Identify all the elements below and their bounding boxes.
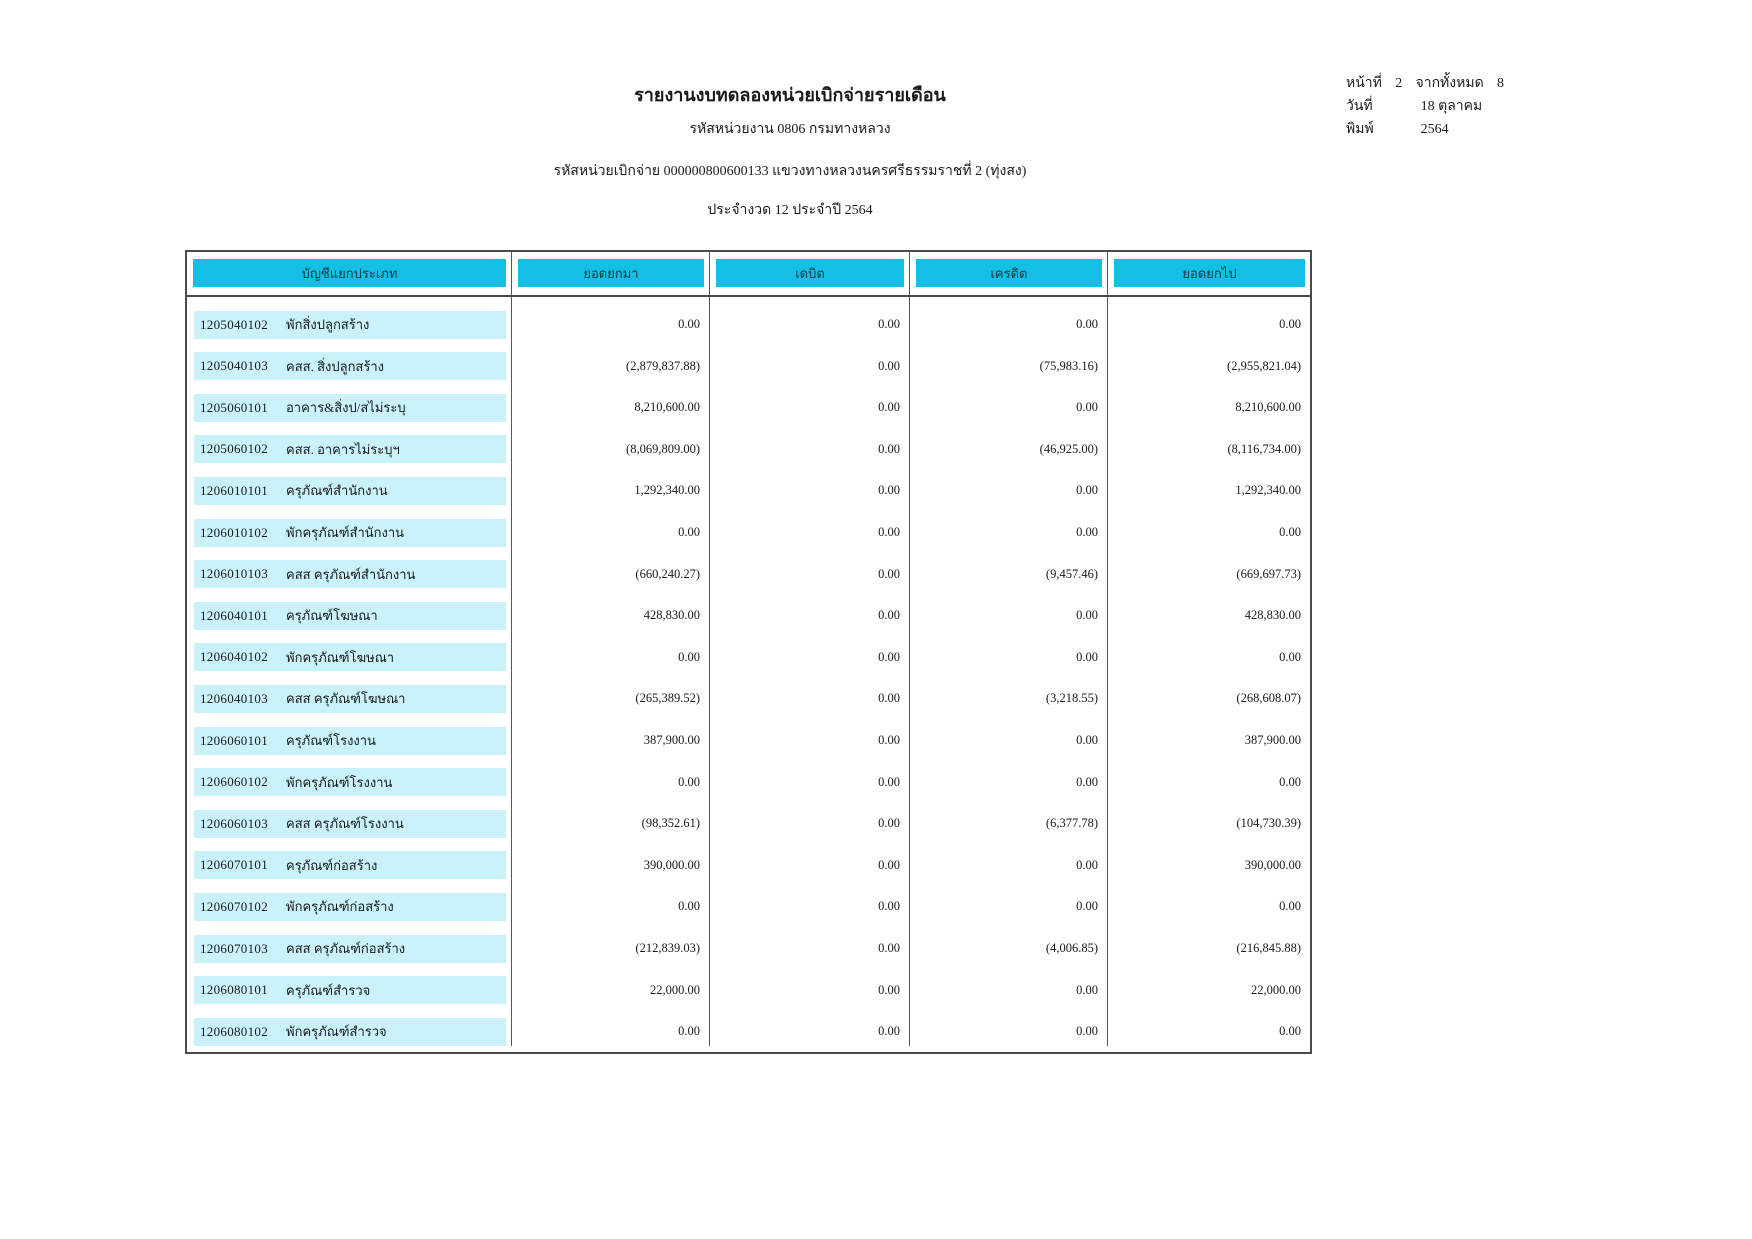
table-row xyxy=(187,796,1310,838)
cell-carry-out: 1,292,340.00 xyxy=(1235,483,1301,498)
debit-cell xyxy=(710,921,910,963)
cell-credit: (75,983.16) xyxy=(1039,358,1098,373)
table-row xyxy=(187,963,1310,1005)
account-highlight xyxy=(194,810,506,838)
account-highlight xyxy=(194,519,506,547)
carry-out-cell xyxy=(1108,713,1310,755)
column-header-debit: เดบิต xyxy=(716,259,904,287)
debit-cell xyxy=(710,297,910,339)
account-code: 1206070102 xyxy=(200,898,268,914)
table-row xyxy=(187,1004,1310,1046)
column-header-credit: เครดิต xyxy=(916,259,1102,287)
account-code: 1206080102 xyxy=(200,1023,268,1039)
account-cell xyxy=(187,838,512,880)
account-highlight xyxy=(194,311,506,339)
account-cell xyxy=(187,422,512,464)
account-name: พักสิ่งปลูกสร้าง xyxy=(286,317,370,333)
carry-out-cell xyxy=(1108,588,1310,630)
account-highlight xyxy=(194,602,506,630)
trial-balance-table xyxy=(185,250,1312,1054)
account-cell xyxy=(187,921,512,963)
column-header-carry-forward: ยอดยกมา xyxy=(518,259,704,287)
cell-debit: 0.00 xyxy=(878,358,900,373)
table-row xyxy=(187,339,1310,381)
credit-cell xyxy=(910,671,1108,713)
credit-cell xyxy=(910,630,1108,672)
account-code: 1206040101 xyxy=(200,607,268,623)
account-name: อาคาร&สิ่งป/สไม่ระบุ xyxy=(286,400,406,416)
cell-credit: 0.00 xyxy=(1076,317,1098,332)
debit-cell xyxy=(710,422,910,464)
column-header-cell xyxy=(512,252,710,295)
carry-out-cell xyxy=(1108,796,1310,838)
debit-cell xyxy=(710,963,910,1005)
cell-carry-out: (268,608.07) xyxy=(1236,691,1301,706)
cell-carry-forward: (212,839.03) xyxy=(635,941,700,955)
account-highlight xyxy=(194,893,506,921)
cell-debit: 0.00 xyxy=(878,317,900,332)
debit-cell xyxy=(710,671,910,713)
carry-out-cell xyxy=(1108,463,1310,505)
account-cell xyxy=(187,879,512,921)
cell-debit: 0.00 xyxy=(878,1024,900,1039)
account-code: 1206060102 xyxy=(200,774,268,790)
credit-cell xyxy=(910,547,1108,589)
credit-cell xyxy=(910,380,1108,422)
cell-credit: 0.00 xyxy=(1076,1024,1098,1039)
account-name: พักครุภัณฑ์โรงงาน xyxy=(286,774,393,790)
carry-out-cell xyxy=(1108,921,1310,963)
cell-debit: 0.00 xyxy=(878,899,900,914)
debit-cell xyxy=(710,838,910,880)
account-highlight xyxy=(194,685,506,713)
debit-cell xyxy=(710,755,910,797)
credit-cell xyxy=(910,755,1108,797)
account-cell xyxy=(187,588,512,630)
credit-cell xyxy=(910,963,1108,1005)
carry-out-cell xyxy=(1108,422,1310,464)
cell-carry-forward: (98,352.61) xyxy=(641,816,700,831)
table-header-row xyxy=(187,252,1310,297)
total-pages-value: 8 xyxy=(1496,76,1504,91)
cell-carry-forward: (8,069,809.00) xyxy=(626,441,700,456)
cell-carry-out: 390,000.00 xyxy=(1244,857,1301,872)
carry-forward-cell xyxy=(512,921,710,963)
table-row xyxy=(187,505,1310,547)
account-name: ครุภัณฑ์สำรวจ xyxy=(286,982,371,998)
account-name: คสส. อาคารไม่ระบุฯ xyxy=(286,441,400,457)
cell-carry-forward: 0.00 xyxy=(678,899,700,914)
account-code: 1206040103 xyxy=(200,690,268,706)
account-cell xyxy=(187,505,512,547)
credit-cell xyxy=(910,921,1108,963)
cell-carry-out: (669,697.73) xyxy=(1236,566,1301,581)
carry-out-cell xyxy=(1108,297,1310,339)
column-header-cell xyxy=(910,252,1108,295)
debit-cell xyxy=(710,1004,910,1046)
table-row xyxy=(187,879,1310,921)
cell-credit: 0.00 xyxy=(1076,733,1098,748)
cell-carry-out: 0.00 xyxy=(1279,525,1301,540)
column-header-account: บัญชีแยกประเภท xyxy=(193,259,506,287)
cell-credit: 0.00 xyxy=(1076,649,1098,664)
cell-carry-forward: 1,292,340.00 xyxy=(634,483,700,498)
credit-cell xyxy=(910,505,1108,547)
cell-carry-forward: 387,900.00 xyxy=(643,733,700,748)
account-code: 1206040102 xyxy=(200,649,268,665)
report-header xyxy=(0,80,1580,221)
carry-forward-cell xyxy=(512,588,710,630)
cell-debit: 0.00 xyxy=(878,649,900,664)
carry-forward-cell xyxy=(512,879,710,921)
carry-out-cell xyxy=(1108,505,1310,547)
cell-carry-forward: 0.00 xyxy=(678,317,700,332)
carry-forward-cell xyxy=(512,796,710,838)
carry-out-cell xyxy=(1108,671,1310,713)
debit-cell xyxy=(710,588,910,630)
cell-carry-forward: 0.00 xyxy=(678,1024,700,1039)
cell-debit: 0.00 xyxy=(878,400,900,415)
cell-carry-forward: (660,240.27) xyxy=(635,566,700,581)
cell-debit: 0.00 xyxy=(878,816,900,831)
account-code: 1205060101 xyxy=(200,399,268,415)
account-cell xyxy=(187,547,512,589)
account-highlight xyxy=(194,643,506,671)
table-body xyxy=(187,297,1310,1052)
account-highlight xyxy=(194,727,506,755)
cell-carry-forward: 428,830.00 xyxy=(643,608,700,623)
carry-forward-cell xyxy=(512,463,710,505)
cell-carry-forward: 0.00 xyxy=(678,774,700,789)
cell-credit: 0.00 xyxy=(1076,400,1098,415)
cell-carry-out: (8,116,734.00) xyxy=(1227,441,1301,456)
carry-out-cell xyxy=(1108,838,1310,880)
cell-credit: 0.00 xyxy=(1076,525,1098,540)
account-highlight xyxy=(194,768,506,796)
account-cell xyxy=(187,963,512,1005)
account-cell xyxy=(187,380,512,422)
table-row xyxy=(187,297,1310,339)
credit-cell xyxy=(910,879,1108,921)
carry-forward-cell xyxy=(512,339,710,381)
column-header-cell xyxy=(1108,252,1310,295)
account-name: ครุภัณฑ์สำนักงาน xyxy=(286,483,388,499)
cell-credit: 0.00 xyxy=(1076,982,1098,997)
carry-forward-cell xyxy=(512,380,710,422)
account-name: พักครุภัณฑ์สำนักงาน xyxy=(286,525,405,541)
carry-forward-cell xyxy=(512,422,710,464)
debit-cell xyxy=(710,380,910,422)
period-line: ประจำงวด 12 ประจำปี 2564 xyxy=(707,203,873,218)
account-cell xyxy=(187,339,512,381)
carry-out-cell xyxy=(1108,380,1310,422)
credit-cell xyxy=(910,297,1108,339)
cell-debit: 0.00 xyxy=(878,566,900,581)
account-name: ครุภัณฑ์โรงงาน xyxy=(286,733,376,749)
cell-carry-out: 0.00 xyxy=(1279,774,1301,789)
cell-carry-out: 428,830.00 xyxy=(1244,608,1301,623)
carry-forward-cell xyxy=(512,1004,710,1046)
account-name: คสส ครุภัณฑ์โรงงาน xyxy=(286,816,404,832)
page-number-value: 2 xyxy=(1395,76,1403,91)
print-date-value: 18 ตุลาคม 2564 xyxy=(1420,99,1483,138)
carry-forward-cell xyxy=(512,838,710,880)
credit-cell xyxy=(910,1004,1108,1046)
carry-out-cell xyxy=(1108,547,1310,589)
carry-out-cell xyxy=(1108,630,1310,672)
account-cell xyxy=(187,1004,512,1046)
account-name: พักครุภัณฑ์โฆษณา xyxy=(286,649,395,665)
column-header-cell xyxy=(710,252,910,295)
account-code: 1206010103 xyxy=(200,566,268,582)
debit-cell xyxy=(710,879,910,921)
table-row xyxy=(187,422,1310,464)
cell-credit: (46,925.00) xyxy=(1039,441,1098,456)
cell-carry-out: 0.00 xyxy=(1279,649,1301,664)
credit-cell xyxy=(910,422,1108,464)
cell-debit: 0.00 xyxy=(878,608,900,623)
cell-credit: (9,457.46) xyxy=(1045,566,1098,581)
account-code: 1205040102 xyxy=(200,316,268,332)
cell-carry-forward: (2,879,837.88) xyxy=(626,358,700,373)
carry-forward-cell xyxy=(512,297,710,339)
cell-debit: 0.00 xyxy=(878,982,900,997)
cell-carry-out: (104,730.39) xyxy=(1236,816,1301,831)
credit-cell xyxy=(910,713,1108,755)
column-header-carry-out: ยอดยกไป xyxy=(1114,259,1305,287)
account-name: พักครุภัณฑ์สำรวจ xyxy=(286,1024,387,1040)
account-highlight xyxy=(194,1018,506,1046)
column-header-cell xyxy=(187,252,512,295)
carry-forward-cell xyxy=(512,963,710,1005)
credit-cell xyxy=(910,588,1108,630)
cell-credit: 0.00 xyxy=(1076,899,1098,914)
account-name: คสส ครุภัณฑ์สำนักงาน xyxy=(286,566,416,582)
account-name: ครุภัณฑ์ก่อสร้าง xyxy=(286,857,378,873)
debit-cell xyxy=(710,505,910,547)
account-highlight xyxy=(194,352,506,380)
cell-credit: (4,006.85) xyxy=(1045,941,1098,955)
carry-forward-cell xyxy=(512,505,710,547)
table-row xyxy=(187,547,1310,589)
carry-forward-cell xyxy=(512,713,710,755)
cell-carry-forward: 0.00 xyxy=(678,525,700,540)
debit-cell xyxy=(710,630,910,672)
account-code: 1206010101 xyxy=(200,482,268,498)
cell-carry-forward: 390,000.00 xyxy=(643,857,700,872)
account-highlight xyxy=(194,477,506,505)
cell-credit: 0.00 xyxy=(1076,774,1098,789)
cell-credit: (3,218.55) xyxy=(1045,691,1098,706)
account-code: 1206060103 xyxy=(200,815,268,831)
table-row xyxy=(187,463,1310,505)
total-pages-label: จากทั้งหมด xyxy=(1415,76,1484,91)
account-code: 1206070101 xyxy=(200,857,268,873)
table-row xyxy=(187,713,1310,755)
table-row xyxy=(187,630,1310,672)
cell-debit: 0.00 xyxy=(878,733,900,748)
account-highlight xyxy=(194,976,506,1004)
carry-forward-cell xyxy=(512,671,710,713)
cell-debit: 0.00 xyxy=(878,857,900,872)
cell-debit: 0.00 xyxy=(878,441,900,456)
cell-carry-out: 8,210,600.00 xyxy=(1235,400,1301,415)
account-highlight xyxy=(194,394,506,422)
account-name: ครุภัณฑ์โฆษณา xyxy=(286,608,378,624)
account-cell xyxy=(187,796,512,838)
account-highlight xyxy=(194,560,506,588)
print-date-label: วันที่พิมพ์ xyxy=(1346,99,1374,138)
debit-cell xyxy=(710,339,910,381)
cell-debit: 0.00 xyxy=(878,525,900,540)
cell-carry-out: (2,955,821.04) xyxy=(1227,358,1301,373)
cell-credit: 0.00 xyxy=(1076,483,1098,498)
cell-carry-forward: 22,000.00 xyxy=(650,982,700,997)
account-name: คสส ครุภัณฑ์โฆษณา xyxy=(286,691,406,707)
credit-cell xyxy=(910,463,1108,505)
account-code: 1205040103 xyxy=(200,358,268,374)
account-highlight xyxy=(194,851,506,879)
cell-debit: 0.00 xyxy=(878,941,900,955)
credit-cell xyxy=(910,838,1108,880)
credit-cell xyxy=(910,339,1108,381)
debit-cell xyxy=(710,713,910,755)
table-row xyxy=(187,755,1310,797)
account-highlight xyxy=(194,935,506,963)
agency-line: รหัสหน่วยงาน 0806 กรมทางหลวง xyxy=(689,122,891,137)
account-code: 1206070103 xyxy=(200,940,268,956)
cell-debit: 0.00 xyxy=(878,483,900,498)
cell-debit: 0.00 xyxy=(878,774,900,789)
cell-carry-out: 0.00 xyxy=(1279,317,1301,332)
account-cell xyxy=(187,755,512,797)
table-row xyxy=(187,838,1310,880)
table-row xyxy=(187,921,1310,963)
page-number-label: หน้าที่ xyxy=(1346,76,1382,91)
cell-carry-out: 0.00 xyxy=(1279,899,1301,914)
table-row xyxy=(187,588,1310,630)
debit-cell xyxy=(710,547,910,589)
carry-forward-cell xyxy=(512,547,710,589)
account-cell xyxy=(187,713,512,755)
cell-carry-out: 387,900.00 xyxy=(1244,733,1301,748)
carry-out-cell xyxy=(1108,1004,1310,1046)
account-cell xyxy=(187,671,512,713)
cell-credit: (6,377.78) xyxy=(1045,816,1098,831)
account-code: 1205060102 xyxy=(200,441,268,457)
cell-carry-forward: 0.00 xyxy=(678,649,700,664)
table-row xyxy=(187,380,1310,422)
credit-cell xyxy=(910,796,1108,838)
cell-carry-out: 0.00 xyxy=(1279,1024,1301,1039)
account-cell xyxy=(187,297,512,339)
carry-forward-cell xyxy=(512,630,710,672)
account-name: คสส ครุภัณฑ์ก่อสร้าง xyxy=(286,941,406,956)
disbursement-unit-line: รหัสหน่วยเบิกจ่าย 000000800600133 แขวงทางหลวงนครศรีธรรมราชที่ 2 (ทุ่งสง) xyxy=(553,164,1027,179)
carry-forward-cell xyxy=(512,755,710,797)
account-name: คสส. สิ่งปลูกสร้าง xyxy=(286,358,385,374)
account-code: 1206080101 xyxy=(200,982,268,998)
report-title: รายงานงบทดลองหน่วยเบิกจ่ายรายเดือน xyxy=(634,85,946,105)
carry-out-cell xyxy=(1108,339,1310,381)
debit-cell xyxy=(710,463,910,505)
cell-carry-forward: 8,210,600.00 xyxy=(634,400,700,415)
cell-carry-out: (216,845.88) xyxy=(1236,941,1301,955)
account-highlight xyxy=(194,435,506,463)
table-row xyxy=(187,671,1310,713)
cell-debit: 0.00 xyxy=(878,691,900,706)
account-name: พักครุภัณฑ์ก่อสร้าง xyxy=(286,899,394,915)
cell-carry-out: 22,000.00 xyxy=(1251,982,1301,997)
carry-out-cell xyxy=(1108,879,1310,921)
carry-out-cell xyxy=(1108,755,1310,797)
cell-credit: 0.00 xyxy=(1076,857,1098,872)
cell-credit: 0.00 xyxy=(1076,608,1098,623)
account-cell xyxy=(187,463,512,505)
account-code: 1206010102 xyxy=(200,524,268,540)
cell-carry-forward: (265,389.52) xyxy=(635,691,700,706)
carry-out-cell xyxy=(1108,963,1310,1005)
account-cell xyxy=(187,630,512,672)
account-code: 1206060101 xyxy=(200,732,268,748)
debit-cell xyxy=(710,796,910,838)
